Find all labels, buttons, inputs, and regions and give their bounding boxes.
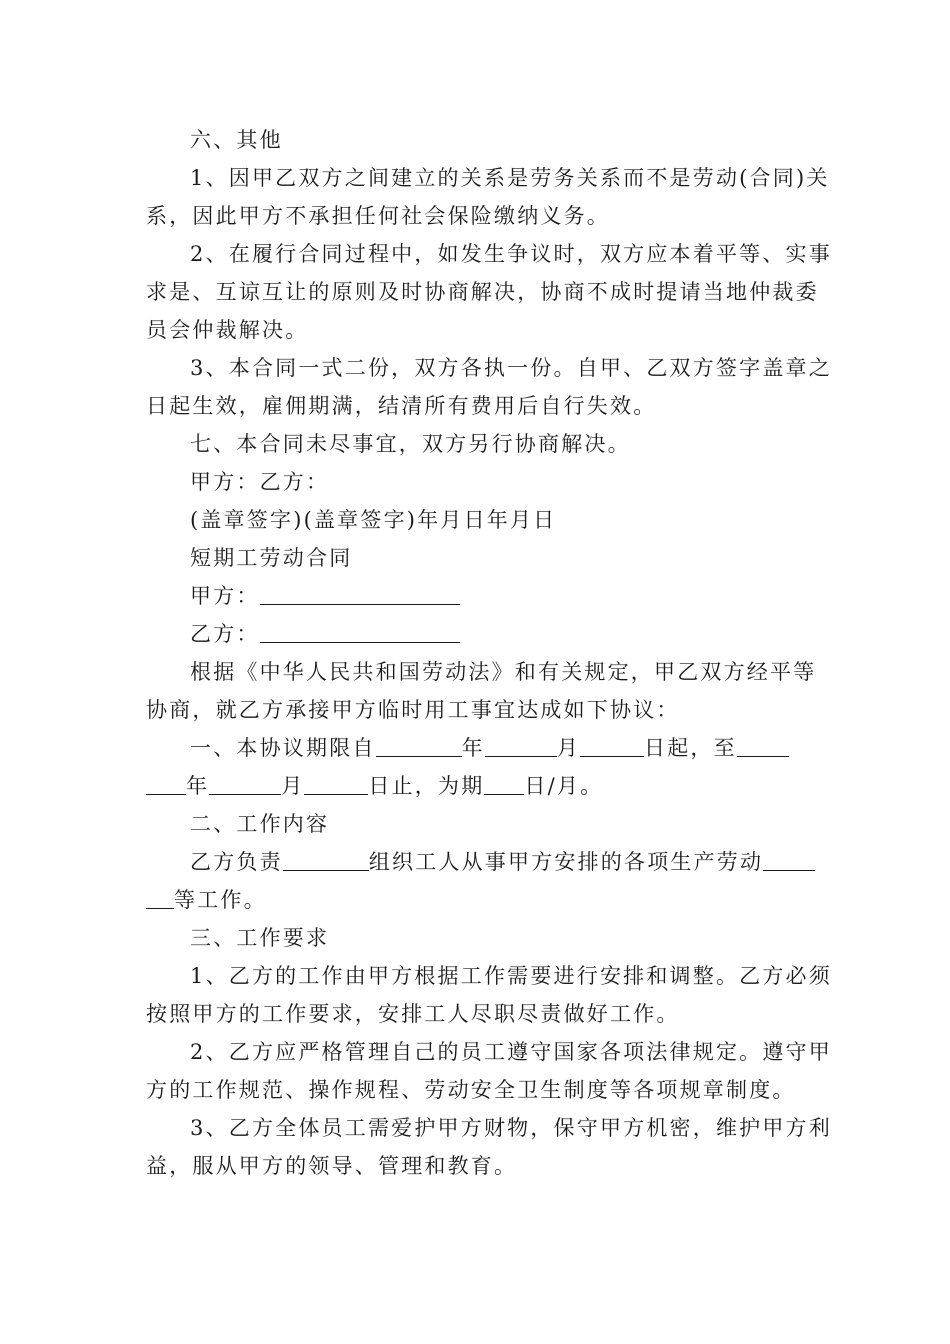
work-blank [283, 848, 369, 871]
paragraph-line: 1、乙方的工作由甲方根据工作需要进行安排和调整。乙方必须 [190, 964, 832, 988]
party-b-blank [260, 620, 460, 643]
paragraph-line: 系，因此甲方不承担任何社会保险缴纳义务。 [146, 204, 610, 228]
work-blank [146, 886, 174, 909]
paragraph-line: 2、乙方应严格管理自己的员工遵守国家各项法律规定。遵守甲 [190, 1040, 832, 1064]
signature-parties: 甲方：乙方： [190, 470, 330, 494]
party-b-label: 乙方： [190, 622, 260, 646]
paragraph-line: 按照甲方的工作要求，安排工人尽职尽责做好工作。 [146, 1002, 680, 1026]
paragraph-line: 2、在履行合同过程中，如发生争议时，双方应本着平等、实事 [190, 242, 832, 266]
section-heading-other: 六、其他 [190, 128, 283, 152]
paragraph-line: 日起生效，雇佣期满，结清所有费用后自行失效。 [146, 394, 657, 418]
term-text: 月 [556, 736, 581, 760]
term-blank [376, 734, 462, 757]
paragraph-line: 七、本合同未尽事宜，双方另行协商解决。 [190, 432, 631, 456]
party-a-line [146, 577, 806, 615]
contract-title: 短期工劳动合同 [190, 546, 353, 570]
work-text: 等工作。 [174, 888, 267, 912]
term-text: 月 [281, 774, 305, 798]
term-blank [209, 772, 281, 795]
work-text: 组织工人从事甲方安排的各项生产劳动 [368, 850, 764, 874]
work-content-line-2 [146, 881, 806, 919]
document-body [146, 121, 832, 1185]
signature-seal-date: (盖章签字)(盖章签字)年月日年月日 [190, 508, 557, 532]
work-blank [763, 848, 815, 871]
work-text: 乙方负责 [190, 850, 283, 874]
term-blank [580, 734, 644, 757]
paragraph-line: 3、本合同一式二份，双方各执一份。自甲、乙双方签字盖章之 [190, 356, 832, 380]
paragraph-line: 1、因甲乙双方之间建立的关系是劳务关系而不是劳动(合同)关 [190, 166, 830, 190]
term-text: 年 [186, 774, 210, 798]
term-text: 日/月。 [524, 774, 604, 798]
paragraph-line: 益，服从甲方的领导、管理和教育。 [146, 1154, 518, 1178]
paragraph-line: 员会仲裁解决。 [146, 318, 309, 342]
section-heading-work-requirements: 三、工作要求 [190, 926, 330, 950]
term-blank [146, 772, 186, 795]
party-b-line [146, 615, 806, 653]
section-heading-work-content: 二、工作内容 [190, 812, 330, 836]
paragraph-line: 方的工作规范、操作规程、劳动安全卫生制度等各项规章制度。 [146, 1078, 796, 1102]
work-content-line-1 [146, 843, 806, 881]
paragraph-line: 求是、互谅互让的原则及时协商解决，协商不成时提请当地仲裁委 [146, 280, 819, 304]
paragraph-line: 根据《中华人民共和国劳动法》和有关规定，甲乙双方经平等 [190, 660, 817, 684]
term-text: 一、本协议期限自 [190, 736, 376, 760]
term-blank [485, 734, 557, 757]
term-line-2 [146, 767, 806, 805]
term-text: 日止，为期 [368, 774, 485, 798]
paragraph-line: 协商，就乙方承接甲方临时用工事宜达成如下协议： [146, 698, 680, 722]
party-a-blank [260, 582, 460, 605]
term-text: 年 [461, 736, 485, 760]
term-line-1 [146, 729, 806, 767]
term-blank [737, 734, 789, 757]
term-blank [304, 772, 368, 795]
term-text: 日起，至 [644, 736, 737, 760]
party-a-label: 甲方： [190, 584, 260, 608]
term-blank [484, 772, 524, 795]
paragraph-line: 3、乙方全体员工需爱护甲方财物，保守甲方机密，维护甲方利 [190, 1116, 832, 1140]
